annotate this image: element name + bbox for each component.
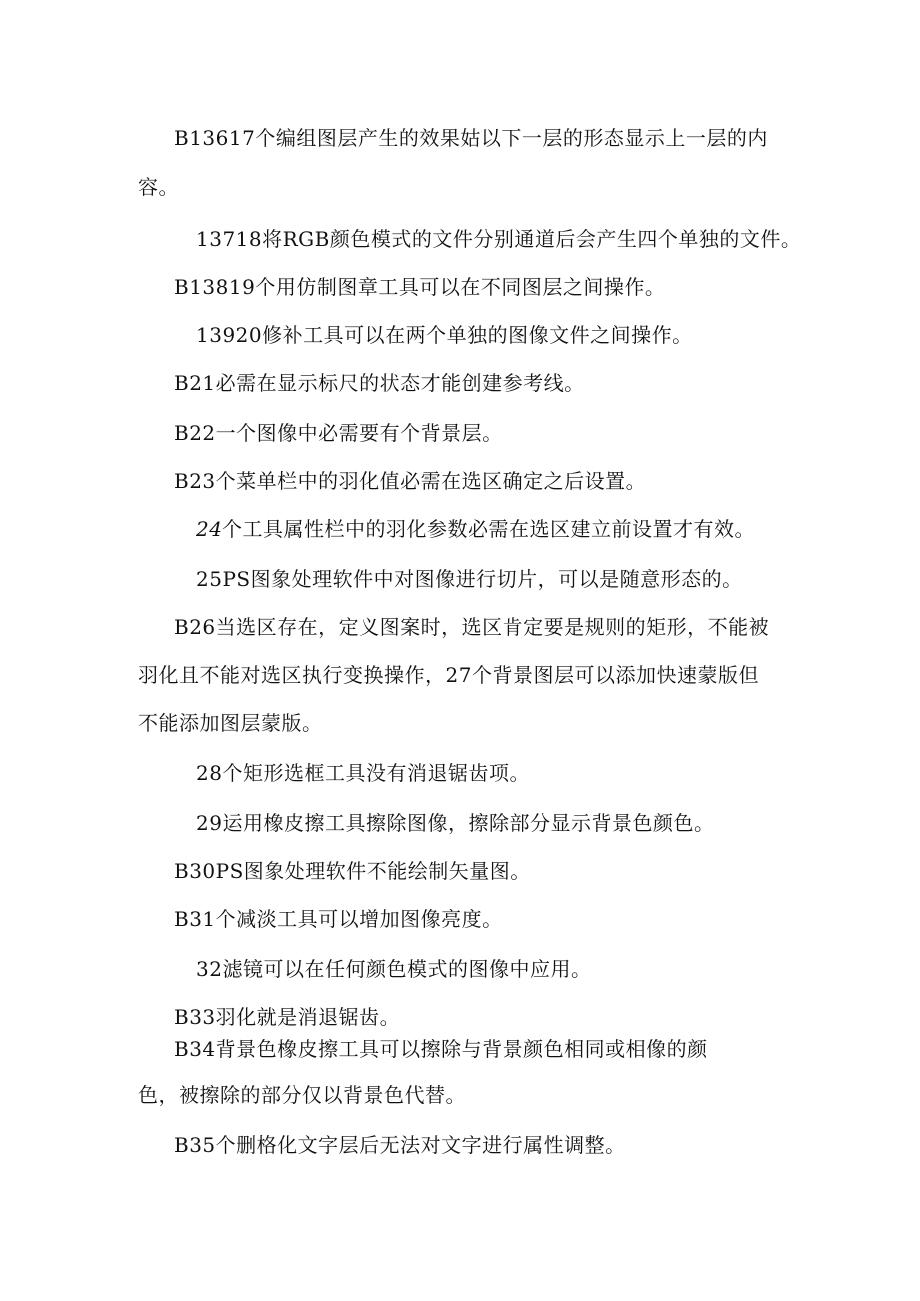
text-line: B13819个用仿制图章工具可以在不同图层之间操作。 (174, 275, 666, 299)
text-line: 色，被擦除的部分仅以背景色代替。 (138, 1083, 466, 1107)
text-line: B13617个编组图层产生的效果姑以下一层的形态显示上一层的内 (174, 126, 768, 150)
text-line: 13718将RGB颜色模式的文件分别通道后会产生四个单独的文件。 (196, 227, 802, 251)
text-line: B26当选区存在，定义图案时，选区肯定要是规则的矩形，不能被 (174, 615, 770, 639)
text-line: 25PS图象处理软件中对图像进行切片，可以是随意形态的。 (196, 567, 743, 591)
text-line: B31个减淡工具可以增加图像亮度。 (174, 907, 503, 931)
text-line: 28个矩形选框工具没有消退锯齿项。 (196, 761, 530, 785)
text-line: B23个菜单栏中的羽化值必需在选区确定之后设置。 (174, 469, 647, 493)
text-line: B22一个图像中必需要有个背景层。 (174, 421, 503, 445)
text-line-number: 24 (196, 517, 223, 541)
text-line: 个工具属性栏中的羽化参数必需在选区建立前设置才有效。 (222, 517, 755, 541)
text-line: B35个删格化文字层后无法对文字进行属性调整。 (174, 1133, 626, 1157)
text-line: B34背景色橡皮擦工具可以擦除与背景颜色相同或相像的颜 (174, 1037, 708, 1061)
text-line: 13920修补工具可以在两个单独的图像文件之间操作。 (196, 323, 693, 347)
text-line: B33羽化就是消退锯齿。 (174, 1005, 401, 1029)
text-line: 容。 (138, 175, 179, 199)
text-line: B30PS图象处理软件不能绘制矢量图。 (174, 859, 531, 883)
text-line: 29运用橡皮擦工具擦除图像，擦除部分显示背景色颜色。 (196, 811, 715, 835)
text-line: B21必需在显示标尺的状态才能创建参考线。 (174, 371, 585, 395)
text-line: 32滤镜可以在任何颜色模式的图像中应用。 (196, 957, 592, 981)
text-line: 不能添加图层蒙版。 (138, 711, 323, 735)
text-line: 羽化且不能对选区执行变换操作，27个背景图层可以添加快速蒙版但 (138, 663, 759, 687)
